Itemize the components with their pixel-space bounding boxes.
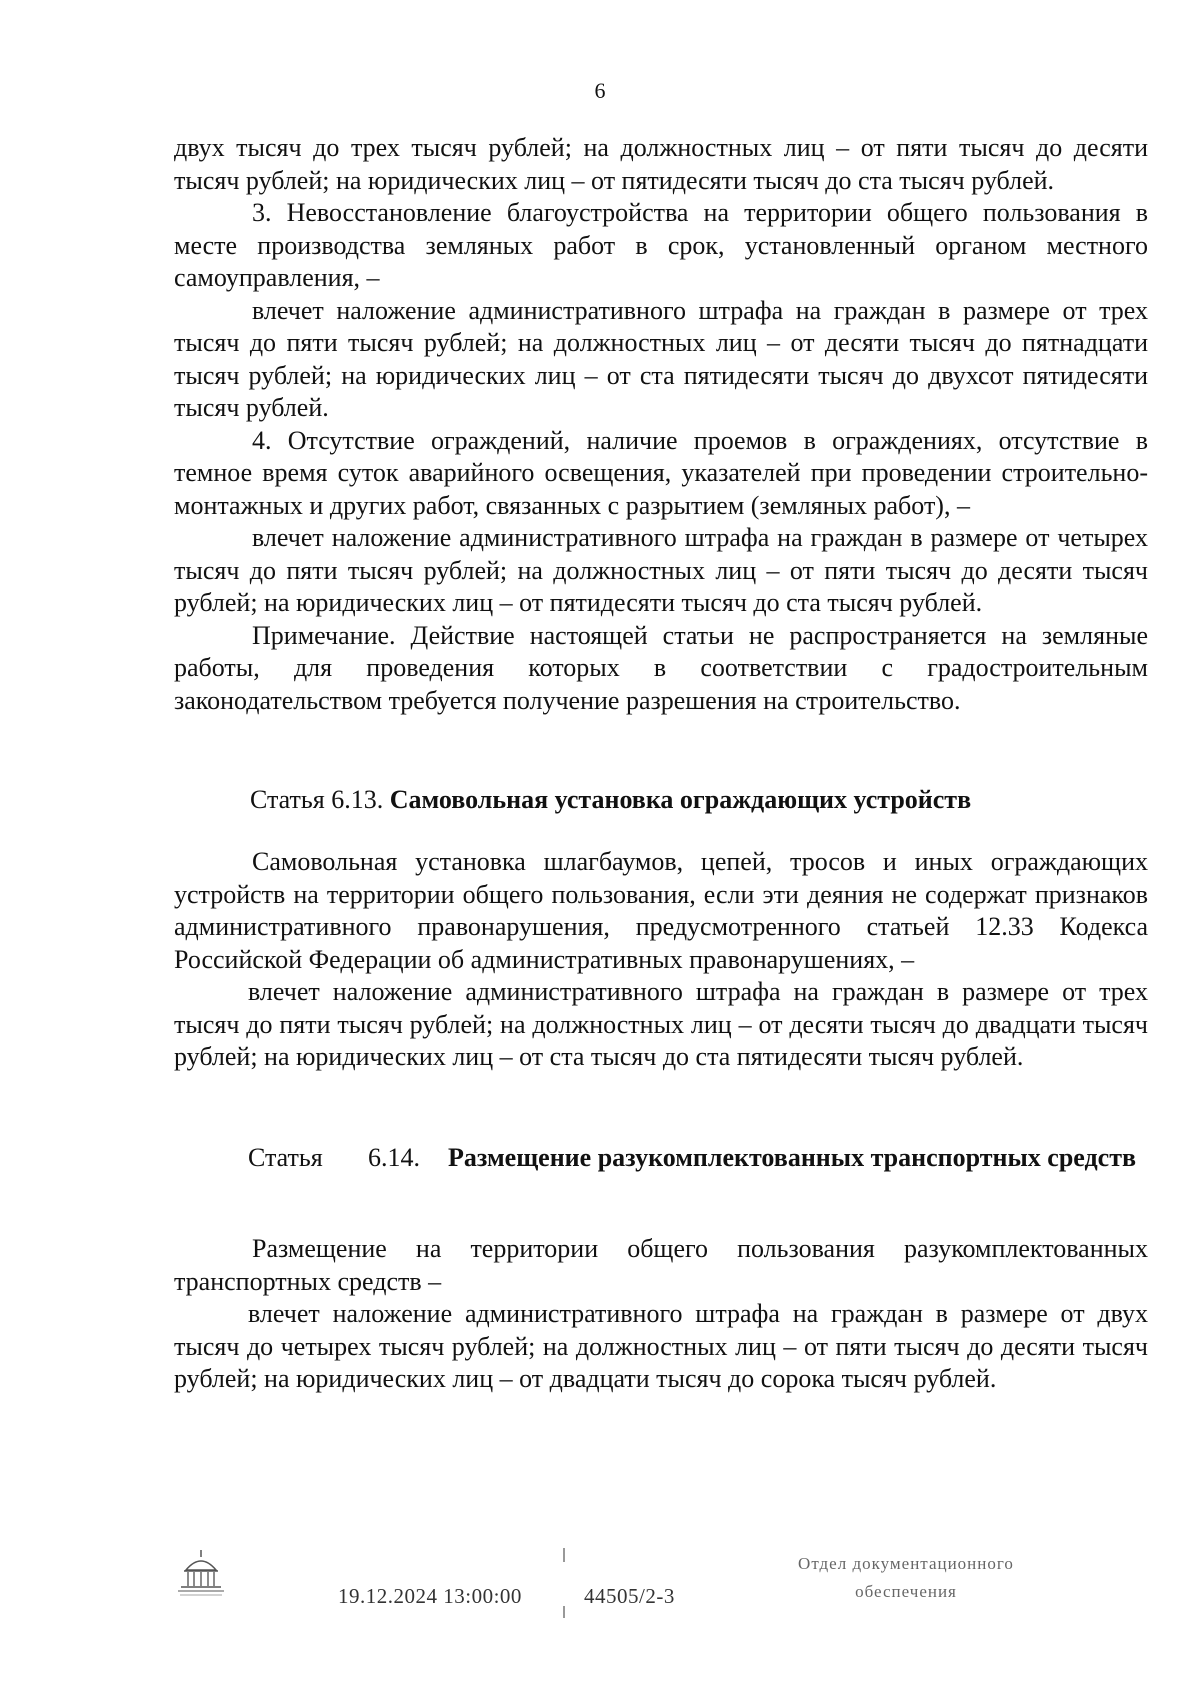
article-6-13-heading (174, 784, 1148, 816)
paragraph-note: Примечание. Действие настоящей статьи не распространяется на земляные работы, для проведения которых в соответствии с градостроительным законодательством требуется получение разрешения на строительство. (174, 620, 1148, 715)
paragraph-penalty-4: влечет наложение административного штрафа на граждан в размере от четырех тысяч до пяти тысяч рублей; на должностных лиц – от пяти тысяч до десяти тысяч рублей; на юридических лиц – от пятидесяти тысяч до ста тысяч рублей. (174, 523, 1148, 617)
footer-divider-bottom (563, 1606, 565, 1618)
footer-stamp-line-1: Отдел документационного (798, 1554, 1014, 1573)
article-6-14-label-word: Статья (248, 1143, 323, 1172)
duma-emblem-icon (176, 1548, 226, 1600)
text-block-1 (174, 132, 1148, 717)
page-number: 6 (594, 78, 606, 103)
article-6-13-title: Самовольная установка ограждающих устройств (389, 785, 972, 814)
footer-divider-top (563, 1548, 565, 1562)
article-6-14-heading (174, 1142, 1148, 1174)
article-6-14-body (174, 1233, 1148, 1396)
article-6-13-body (174, 846, 1148, 1074)
footer-department-stamp (746, 1550, 1066, 1606)
article-6-13-paragraph-1: Самовольная установка шлагбаумов, цепей, тросов и иных ограждающих устройств на территории общего пользования, если эти деяния не содержат признаков административного правонарушения, предусмотренного статьей 12.33 Кодекса Российской Федерации об административных правонарушениях, – (174, 847, 1148, 974)
paragraph-item-3: 3. Невосстановление благоустройства на территории общего пользования в месте производства земляных работ в срок, установленный органом местного самоуправления, – (174, 198, 1148, 292)
paragraph-continuation: двух тысяч до трех тысяч рублей; на должностных лиц – от пяти тысяч до десяти тысяч рублей; на юридических лиц – от пятидесяти тысяч до ста тысяч рублей. (174, 133, 1148, 195)
paragraph-penalty-3: влечет наложение административного штрафа на граждан в размере от трех тысяч до пяти тысяч рублей; на должностных лиц – от десяти тысяч до пятнадцати тысяч рублей; на юридических лиц – от ста пятидесяти тысяч до двухсот пятидесяти тысяч рублей. (174, 295, 1148, 422)
article-6-14-title: Размещение разукомплектованных транспортных средств (448, 1143, 1137, 1172)
article-6-14-label (248, 1142, 448, 1174)
article-6-13 (174, 784, 1148, 816)
article-6-14-paragraph-1: Размещение на территории общего пользования разукомплектованных транспортных средств – (174, 1234, 1148, 1296)
article-6-14-paragraph-2: влечет наложение административного штрафа на граждан в размере от двух тысяч до четырех тысяч рублей; на должностных лиц – от пяти тысяч до десяти тысяч рублей; на юридических лиц – от двадцати тысяч до сорока тысяч рублей. (174, 1299, 1148, 1393)
article-6-13-label: Статья 6.13. (250, 785, 384, 814)
footer-datetime: 19.12.2024 13:00:00 (338, 1584, 522, 1608)
article-6-14 (174, 1142, 1148, 1174)
article-6-14-label-number: 6.14. (368, 1143, 420, 1172)
article-6-13-paragraph-2: влечет наложение административного штрафа на граждан в размере от трех тысяч до пяти тысяч рублей; на должностных лиц – от десяти тысяч до двадцати тысяч рублей; на юридических лиц – от ста тысяч до ста пятидесяти тысяч рублей. (174, 977, 1148, 1071)
footer (0, 1548, 1200, 1628)
footer-stamp-line-2: обеспечения (855, 1582, 957, 1601)
paragraph-item-4: 4. Отсутствие ограждений, наличие проемов в ограждениях, отсутствие в темное время суток аварийного освещения, указателей при проведении строительно-монтажных и других работ, связанных с разрытием (земляных работ), – (174, 425, 1148, 520)
footer-doc-number: 44505/2-3 (584, 1584, 675, 1608)
